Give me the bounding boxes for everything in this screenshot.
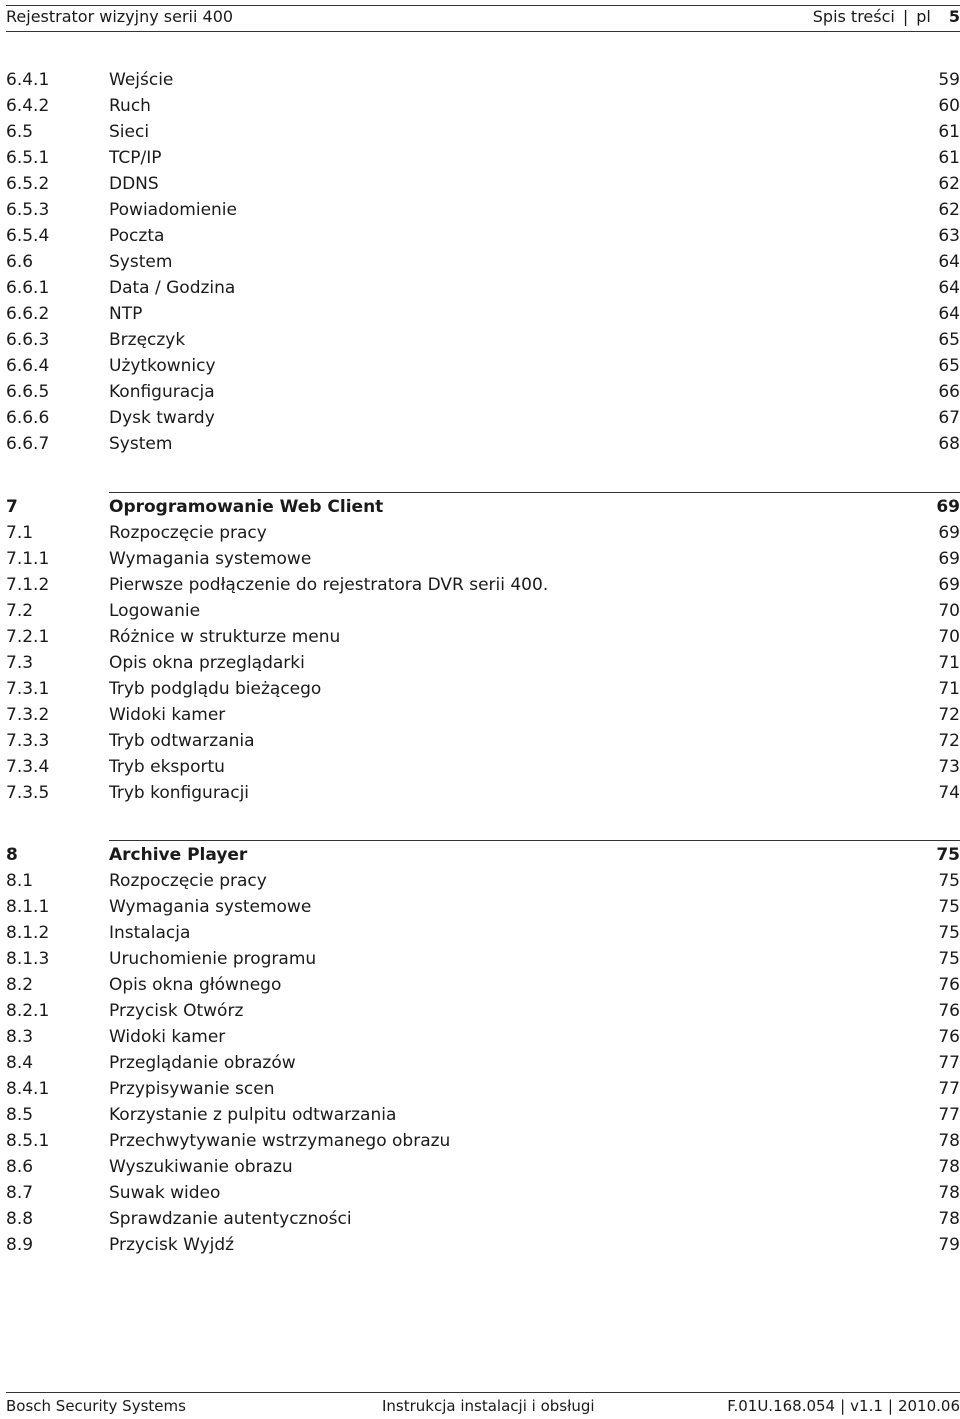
entry-page: 77 [938, 1053, 960, 1073]
toc-entry[interactable] [6, 1128, 960, 1154]
toc-entry[interactable] [6, 868, 960, 894]
entry-number: 7.2 [6, 601, 34, 621]
entry-title: Tryb konfiguracji [109, 783, 250, 803]
toc-entry[interactable] [6, 145, 960, 171]
entry-number: 7.1.1 [6, 549, 50, 569]
entry-page: 78 [938, 1157, 960, 1177]
entry-page: 69 [938, 575, 960, 595]
toc-entry[interactable] [6, 353, 960, 379]
entry-number: 6.6.3 [6, 330, 50, 350]
entry-title: Użytkownicy [109, 356, 216, 376]
entry-title: Pierwsze podłączenie do rejestratora DVR serii 400. [109, 575, 549, 595]
entry-title: Przypisywanie scen [109, 1079, 275, 1099]
entry-page: 78 [938, 1209, 960, 1229]
entry-number: 8.7 [6, 1183, 34, 1203]
toc-entry[interactable] [6, 1180, 960, 1206]
toc-entry[interactable] [6, 93, 960, 119]
toc-entry[interactable] [6, 728, 960, 754]
chapter-page: 75 [936, 845, 960, 865]
entry-number: 6.4.1 [6, 70, 50, 90]
entry-page: 77 [938, 1105, 960, 1125]
entry-page: 67 [938, 408, 960, 428]
entry-page: 65 [938, 330, 960, 350]
entry-page: 60 [938, 96, 960, 116]
footer-date: 2010.06 [897, 1397, 960, 1415]
entry-title: Poczta [109, 226, 165, 246]
entry-page: 79 [938, 1235, 960, 1255]
entry-number: 7.3.3 [6, 731, 50, 751]
entry-title: Przycisk Wyjdź [109, 1235, 235, 1255]
toc-entry[interactable] [6, 624, 960, 650]
entry-number: 6.6.2 [6, 304, 50, 324]
entry-title: Konfiguracja [109, 382, 215, 402]
toc-entry[interactable] [6, 676, 960, 702]
section-name: Spis treści [812, 7, 895, 26]
toc-entry[interactable] [6, 702, 960, 728]
entry-title: Suwak wideo [109, 1183, 221, 1203]
entry-page: 75 [938, 923, 960, 943]
entry-number: 7.2.1 [6, 627, 50, 647]
entry-title: Rozpoczęcie pracy [109, 523, 267, 543]
page-number: 5 [948, 7, 960, 26]
entry-title: Opis okna głównego [109, 975, 282, 995]
chapter-page: 69 [936, 497, 960, 517]
entry-title: Wejście [109, 70, 174, 90]
header-section-info [813, 7, 960, 27]
toc-entry[interactable] [6, 972, 960, 998]
entry-page: 63 [938, 226, 960, 246]
entry-number: 6.5.4 [6, 226, 50, 246]
entry-number: 6.6.4 [6, 356, 50, 376]
footer-version: v1.1 [850, 1397, 883, 1415]
toc-entry[interactable] [6, 1102, 960, 1128]
entry-title: Sprawdzanie autentyczności [109, 1209, 352, 1229]
entry-title: Data / Godzina [109, 278, 236, 298]
entry-title: Sieci [109, 122, 150, 142]
entry-title: Tryb odtwarzania [109, 731, 255, 751]
entry-page: 71 [938, 653, 960, 673]
entry-page: 75 [938, 871, 960, 891]
entry-page: 68 [938, 434, 960, 454]
toc-entry[interactable] [6, 998, 960, 1024]
entry-number: 7.1 [6, 523, 34, 543]
entry-page: 72 [938, 705, 960, 725]
entry-title: Widoki kamer [109, 1027, 226, 1047]
entry-number: 8.4.1 [6, 1079, 50, 1099]
entry-title: Ruch [109, 96, 151, 116]
chapter-number: 8 [6, 845, 18, 865]
entry-title: Przeglądanie obrazów [109, 1053, 296, 1073]
toc-entry[interactable] [6, 650, 960, 676]
toc-entry[interactable] [6, 894, 960, 920]
entry-page: 64 [938, 304, 960, 324]
entry-page: 69 [938, 523, 960, 543]
entry-page: 69 [938, 549, 960, 569]
entry-page: 66 [938, 382, 960, 402]
entry-number: 8.5.1 [6, 1131, 50, 1151]
footer-doc-id: F.01U.168.054 [727, 1397, 836, 1415]
toc-entry[interactable] [6, 1154, 960, 1180]
entry-number: 6.5.3 [6, 200, 50, 220]
toc-entry[interactable] [6, 754, 960, 780]
entry-number: 8.3 [6, 1027, 34, 1047]
chapter-title: Archive Player [109, 845, 248, 865]
entry-number: 6.4.2 [6, 96, 50, 116]
entry-title: Rozpoczęcie pracy [109, 871, 267, 891]
entry-number: 7.1.2 [6, 575, 50, 595]
toc-entry[interactable] [6, 946, 960, 972]
entry-number: 6.6 [6, 252, 34, 272]
entry-title: Opis okna przeglądarki [109, 653, 305, 673]
toc-entry[interactable] [6, 546, 960, 572]
entry-number: 6.6.7 [6, 434, 50, 454]
entry-page: 77 [938, 1079, 960, 1099]
entry-page: 73 [938, 757, 960, 777]
entry-page: 70 [938, 627, 960, 647]
entry-number: 7.3.5 [6, 783, 50, 803]
entry-number: 7.3 [6, 653, 34, 673]
toc-entry[interactable] [6, 119, 960, 145]
language-code: pl [916, 7, 931, 26]
toc-entry[interactable] [6, 327, 960, 353]
toc-entry[interactable] [6, 1206, 960, 1232]
toc-entry[interactable] [6, 197, 960, 223]
entry-number: 8.1.3 [6, 949, 50, 969]
separator: | [840, 1397, 846, 1415]
entry-title: Widoki kamer [109, 705, 226, 725]
entry-title: System [109, 434, 173, 454]
entry-number: 7.3.1 [6, 679, 50, 699]
entry-title: DDNS [109, 174, 159, 194]
entry-title: Przycisk Otwórz [109, 1001, 244, 1021]
entry-page: 62 [938, 174, 960, 194]
entry-title: Uruchomienie programu [109, 949, 317, 969]
entry-title: Różnice w strukturze menu [109, 627, 341, 647]
entry-title: Powiadomienie [109, 200, 237, 220]
entry-page: 76 [938, 1001, 960, 1021]
footer-company: Bosch Security Systems [6, 1397, 186, 1415]
entry-number: 8.1 [6, 871, 34, 891]
entry-page: 76 [938, 1027, 960, 1047]
entry-title: Przechwytywanie wstrzymanego obrazu [109, 1131, 451, 1151]
entry-page: 64 [938, 252, 960, 272]
entry-number: 8.5 [6, 1105, 34, 1125]
entry-page: 72 [938, 731, 960, 751]
footer-doc-type: Instrukcja instalacji i obsługi [382, 1397, 595, 1415]
toc-chapter-entry[interactable] [6, 494, 960, 520]
entry-page: 61 [938, 148, 960, 168]
entry-page: 75 [938, 897, 960, 917]
toc-entry[interactable] [6, 249, 960, 275]
toc-group-6 [6, 67, 960, 457]
toc-entry[interactable] [6, 1232, 960, 1258]
entry-title: Instalacja [109, 923, 191, 943]
toc-entry[interactable] [6, 920, 960, 946]
page-header [6, 5, 960, 32]
entry-page: 64 [938, 278, 960, 298]
entry-number: 7.3.4 [6, 757, 50, 777]
toc-entry[interactable] [6, 572, 960, 598]
toc-entry[interactable] [6, 520, 960, 546]
chapter-title: Oprogramowanie Web Client [109, 497, 384, 517]
toc-entry[interactable] [6, 379, 960, 405]
toc-chapter-7 [6, 494, 960, 806]
entry-number: 8.8 [6, 1209, 34, 1229]
entry-number: 6.5.2 [6, 174, 50, 194]
entry-page: 74 [938, 783, 960, 803]
entry-title: Logowanie [109, 601, 201, 621]
entry-title: Brzęczyk [109, 330, 186, 350]
toc-entry[interactable] [6, 171, 960, 197]
entry-number: 6.5 [6, 122, 34, 142]
entry-page: 75 [938, 949, 960, 969]
footer-doc-info [727, 1395, 960, 1417]
document-title: Rejestrator wizyjny serii 400 [6, 7, 234, 26]
entry-page: 70 [938, 601, 960, 621]
separator: | [887, 1397, 893, 1415]
entry-number: 8.2 [6, 975, 34, 995]
entry-page: 71 [938, 679, 960, 699]
entry-title: Korzystanie z pulpitu odtwarzania [109, 1105, 397, 1125]
toc-entry[interactable] [6, 67, 960, 93]
separator: | [902, 7, 909, 26]
entry-number: 6.6.6 [6, 408, 50, 428]
entry-number: 8.1.1 [6, 897, 50, 917]
entry-page: 78 [938, 1183, 960, 1203]
entry-title: System [109, 252, 173, 272]
toc-entry[interactable] [6, 405, 960, 431]
entry-title: Tryb podglądu bieżącego [109, 679, 322, 699]
entry-title: Wyszukiwanie obrazu [109, 1157, 293, 1177]
entry-number: 6.5.1 [6, 148, 50, 168]
entry-number: 8.2.1 [6, 1001, 50, 1021]
toc-chapter-entry[interactable] [6, 842, 960, 868]
page-footer [6, 1392, 960, 1419]
toc-entry[interactable] [6, 1050, 960, 1076]
entry-number: 8.6 [6, 1157, 34, 1177]
entry-title: Wymagania systemowe [109, 549, 312, 569]
toc-entry[interactable] [6, 1076, 960, 1102]
toc-chapter-8 [6, 842, 960, 1258]
entry-number: 7.3.2 [6, 705, 50, 725]
entry-number: 6.6.5 [6, 382, 50, 402]
toc-entry[interactable] [6, 431, 960, 457]
entry-page: 59 [938, 70, 960, 90]
entry-title: TCP/IP [109, 148, 162, 168]
toc-entry[interactable] [6, 275, 960, 301]
entry-page: 76 [938, 975, 960, 995]
toc-entry[interactable] [6, 780, 960, 806]
entry-page: 61 [938, 122, 960, 142]
entry-page: 62 [938, 200, 960, 220]
entry-title: Tryb eksportu [109, 757, 225, 777]
toc-entry[interactable] [6, 223, 960, 249]
entry-page: 78 [938, 1131, 960, 1151]
toc-entry[interactable] [6, 301, 960, 327]
entry-number: 8.4 [6, 1053, 34, 1073]
entry-number: 6.6.1 [6, 278, 50, 298]
entry-page: 65 [938, 356, 960, 376]
toc-entry[interactable] [6, 1024, 960, 1050]
entry-title: NTP [109, 304, 143, 324]
toc-entry[interactable] [6, 598, 960, 624]
entry-title: Wymagania systemowe [109, 897, 312, 917]
chapter-number: 7 [6, 497, 18, 517]
entry-title: Dysk twardy [109, 408, 215, 428]
entry-number: 8.1.2 [6, 923, 50, 943]
entry-number: 8.9 [6, 1235, 34, 1255]
